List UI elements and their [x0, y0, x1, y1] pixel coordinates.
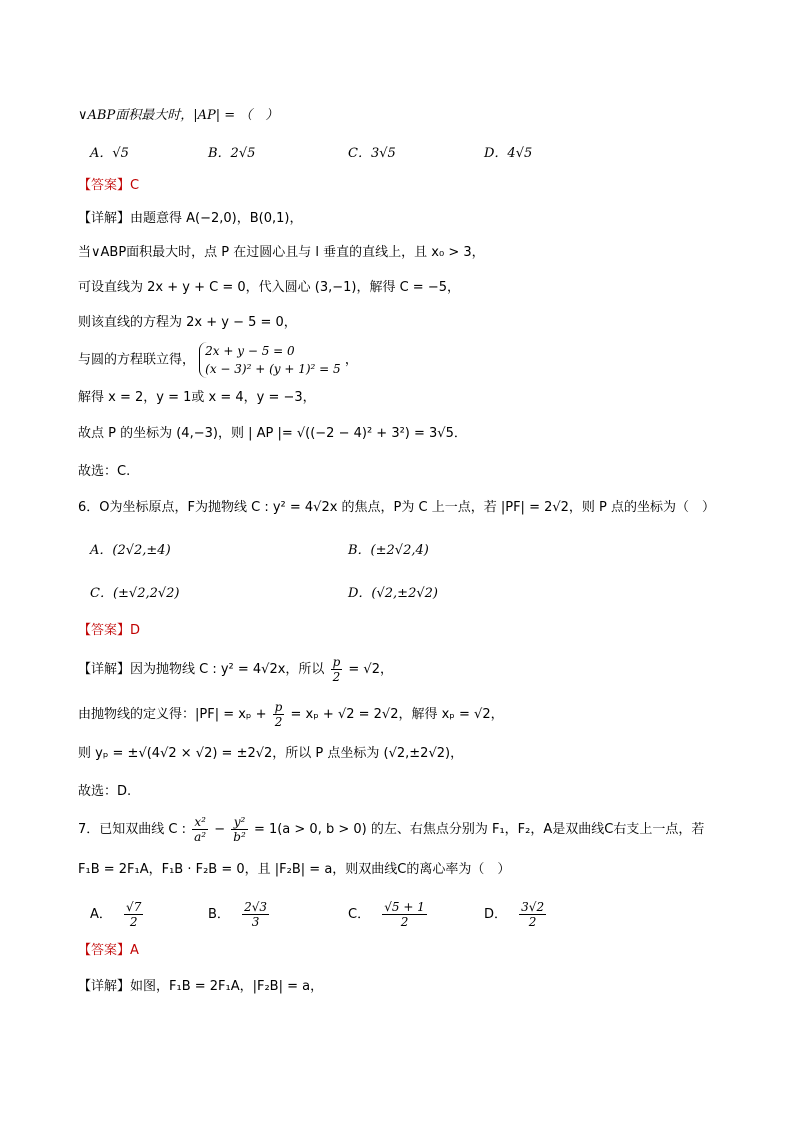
q7-stem	[78, 815, 704, 844]
q5-explain-2: 当∨ABP面积最大时，点 P 在过圆心且与 l 垂直的直线上，且 x₀ > 3，	[78, 245, 485, 260]
q5-option-a: A．√5	[90, 146, 129, 161]
option-label: C．	[348, 907, 371, 922]
fraction-denominator: 2	[332, 670, 341, 684]
fraction-denominator: a²	[194, 830, 207, 844]
q5-explain-5-tail: ，	[344, 352, 358, 368]
fraction-numerator: x²	[192, 815, 208, 830]
fraction-p-over-2	[273, 700, 285, 729]
option-fraction	[124, 900, 143, 929]
fraction-numerator: √5 + 1	[384, 900, 425, 914]
fraction-denominator: 3	[251, 915, 260, 929]
q6-explain-2	[78, 700, 504, 729]
q5-explain-8: 故选：C.	[78, 464, 131, 479]
fraction-p-over-2	[331, 655, 343, 684]
option-label: D．	[484, 907, 508, 922]
option-label: B．	[208, 907, 230, 922]
fraction-numerator: p	[274, 700, 283, 714]
q5-option-c: C．3√5	[348, 146, 396, 161]
q7-stem-lead: 7．已知双曲线 C :	[78, 822, 186, 837]
q7-option-d	[484, 900, 548, 929]
q7-option-b	[208, 900, 271, 929]
fraction-numerator: 2√3	[244, 900, 267, 914]
q5-explain-3: 可设直线为 2x + y + C = 0，代入圆心 (3,−1)，解得 C = −5，	[78, 280, 460, 295]
system-eq-1: 2x + y − 5 = 0	[205, 344, 295, 358]
q5-explain-6: 解得 x = 2，y = 1或 x = 4，y = −3，	[78, 390, 316, 405]
option-fraction	[242, 900, 269, 929]
q5-option-b: B．2√5	[208, 146, 256, 161]
fraction-numerator: y²	[231, 815, 248, 830]
option-fraction	[382, 900, 427, 929]
q7-stem-tail: = 1(a > 0, b > 0) 的左、右焦点分别为 F₁，F₂，A是双曲线C右支上一点，若	[253, 822, 705, 837]
q6-stem: 6．O为坐标原点，F为抛物线 C : y² = 4√2x 的焦点，P为 C 上一点，若 |PF| = 2√2，则 P 点的坐标为（ ）	[78, 500, 716, 515]
system-eq-2: (x − 3)² + (y + 1)² = 5	[205, 362, 341, 376]
fraction-x2-over-a2	[192, 815, 208, 844]
q5-answer: 【答案】C	[78, 178, 140, 193]
fraction-numerator: 3√2	[521, 900, 545, 914]
q5-stem: ∨ABP面积最大时，|AP| = （ ）	[78, 108, 279, 123]
option-fraction	[519, 900, 546, 929]
fraction-denominator: 2	[274, 715, 283, 729]
q5-explain-5	[78, 342, 358, 378]
q7-option-a	[90, 900, 145, 929]
q5-explain-4: 则该直线的方程为 2x + y − 5 = 0，	[78, 315, 297, 330]
q6-explain-2-lead: 由抛物线的定义得：|PF| = xₚ +	[78, 707, 267, 722]
minus-sign: −	[214, 822, 226, 837]
fraction-y2-over-b2	[231, 815, 248, 844]
q6-option-b: B．(±2√2,4)	[348, 543, 429, 558]
q7-explain-1: 【详解】如图，F₁B = 2F₁A，|F₂B| = a，	[78, 979, 324, 994]
q6-explain-3: 则 yₚ = ±√(4√2 × √2) = ±2√2，所以 P 点坐标为 (√2,±2√2)，	[78, 746, 464, 761]
q6-explain-4: 故选：D.	[78, 784, 132, 799]
q5-explain-7: 故点 P 的坐标为 (4,−3)，则 | AP |= √((−2 − 4)² + 3²) = 3√5．	[78, 426, 467, 441]
equation-system	[199, 342, 341, 378]
q6-explain-1-tail: = √2，	[348, 662, 393, 677]
q6-option-a: A．(2√2,±4)	[90, 543, 171, 558]
fraction-denominator: b²	[233, 830, 246, 844]
q5-option-d: D．4√5	[484, 146, 533, 161]
q7-stem-2: F₁B = 2F₁A，F₁B · F₂B = 0，且 |F₂B| = a，则双曲线C的离心率为（ ）	[78, 862, 511, 877]
q7-option-c	[348, 900, 429, 929]
fraction-denominator: 2	[400, 915, 409, 929]
q6-option-c: C．(±√2,2√2)	[90, 586, 180, 601]
q6-explain-1-lead: 【详解】因为抛物线 C : y² = 4√2x，所以	[78, 662, 325, 677]
q6-explain-2-tail: = xₚ + √2 = 2√2，解得 xₚ = √2，	[290, 707, 504, 722]
fraction-denominator: 2	[129, 915, 138, 929]
option-label: A．	[90, 907, 112, 922]
q5-explain-5-lead: 与圆的方程联立得，	[78, 352, 196, 368]
q7-answer: 【答案】A	[78, 943, 139, 958]
q6-explain-1	[78, 655, 393, 684]
q5-explain-1: 【详解】由题意得 A(−2,0)，B(0,1)，	[78, 211, 303, 226]
q6-option-d: D．(√2,±2√2)	[348, 586, 438, 601]
fraction-denominator: 2	[528, 915, 537, 929]
fraction-numerator: p	[332, 655, 341, 669]
fraction-numerator: √7	[126, 900, 142, 914]
q6-answer: 【答案】D	[78, 623, 141, 638]
